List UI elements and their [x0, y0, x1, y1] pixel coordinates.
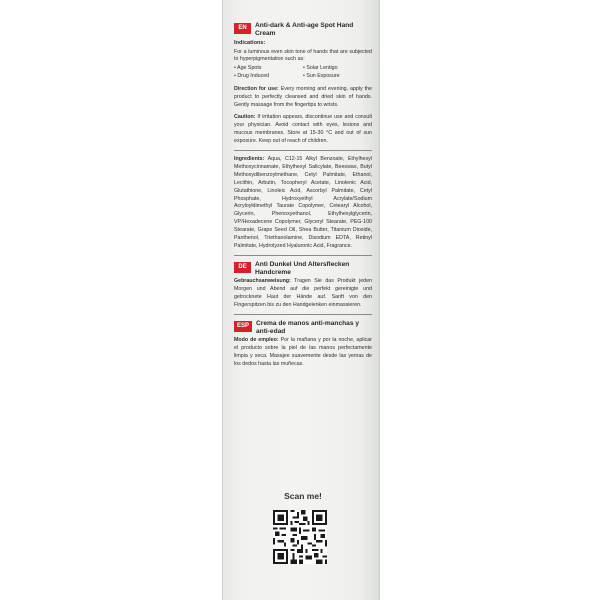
- en-ingredients: [234, 156, 372, 251]
- qr-code-icon[interactable]: [273, 510, 327, 564]
- esp-section-header: [234, 320, 372, 335]
- en-ingredients-text: Aqua, C12-15 Alkyl Benzoate, Ethylhexyl Methoxycinnamate, Ethylhexyl Salicylate, Beeswax, Butyl Methoxydibenzoylmethane, Cetyl Palmitate, Ethanol, Lecithin, Arbutin, Tocopheryl Acetate, Linolenic Acid, Glutathione, Linoleic Acid, Ascorbyl Palmitate, Cetyl Phosphate, Hydroxyethyl Acrylate/Sodium Acryloyldimethyl Taurate Copolymer, Cetearyl Alcohol, Glycerin, Phenoxyethanol, Ethylhexylglycerin, VP/Hexadecene Copolymer, Glyceryl Stearate, PEG-100 Stearate, Grape Seed Oil, Shea Butter, Titanium Dioxide, Panthenol, Triethanolamine, Disodium EDTA, Retinyl Palmitate, Hydrolyzed Hyaluronic Acid, Fragrance.: [234, 155, 372, 250]
- scan-me-label: Scan me!: [284, 491, 322, 501]
- en-caution: [234, 114, 372, 146]
- list-item: • Solar Lentigo: [303, 65, 338, 72]
- divider: [234, 150, 372, 151]
- esp-usage-label: Modo de empleo:: [234, 337, 279, 344]
- en-section-header: [234, 22, 372, 37]
- en-directions: [234, 86, 372, 110]
- de-usage-label: Gebrauchsanweisung:: [234, 278, 291, 285]
- divider: [234, 314, 372, 315]
- en-ingredients-label: Ingredients:: [234, 155, 265, 162]
- list-item: • Age Spots: [234, 65, 262, 72]
- esp-language-tag: ESP: [234, 321, 252, 332]
- de-section-header: [234, 261, 372, 276]
- divider: [234, 255, 372, 256]
- de-usage: [234, 278, 372, 310]
- en-product-title: Anti-dark & Anti-age Spot Hand Cream: [255, 22, 354, 37]
- en-indications-label: Indications:: [234, 40, 266, 47]
- list-item: • Sun Exposure: [303, 73, 340, 80]
- en-indications-text: For a luminous even skin tone of hands that are subjected to hyperpigmentation such as:: [234, 48, 372, 63]
- de-product-title: Anti Dunkel Und Altersflecken Handcreme: [255, 261, 350, 276]
- en-direction-text: Every morning and evening, apply the product to perfectly cleansed and dried skin of hands. Gently massage from the fingertips to wrists.: [234, 86, 372, 109]
- esp-usage-text: Por la mañana y por la noche, aplicar el producto sobre la piel de las manos perfectamente limpia y seca. Masajee suavemente desde las yemas de los dedos hasta las muñecas.: [234, 337, 372, 367]
- label-text-panel: [234, 22, 372, 373]
- en-language-tag: EN: [234, 23, 251, 34]
- esp-usage: [234, 337, 372, 369]
- de-language-tag: DE: [234, 262, 251, 273]
- en-indications-list: [234, 65, 372, 81]
- en-caution-label: Caution:: [234, 114, 256, 121]
- esp-product-title: Crema de manos anti-manchas y anti-edad: [256, 320, 359, 335]
- list-item: • Drug Induced: [234, 73, 270, 80]
- en-caution-text: If irritation appears, discontinue use and consult your physician. Avoid contact with eyes, lesions and mucous membranes. Store at 15-30 °C and out of sun exposure. Keep out of reach of children.: [234, 114, 372, 144]
- en-direction-label: Direction for use:: [234, 86, 279, 93]
- de-usage-text: Tragen Sie das Produkt jeden Morgen und Abend auf die perfekt gereinigte und getrocknete Haut der Hände auf. Sanft von den Fingerspitzen bis zu den Handgelenken einmassieren.: [234, 278, 372, 309]
